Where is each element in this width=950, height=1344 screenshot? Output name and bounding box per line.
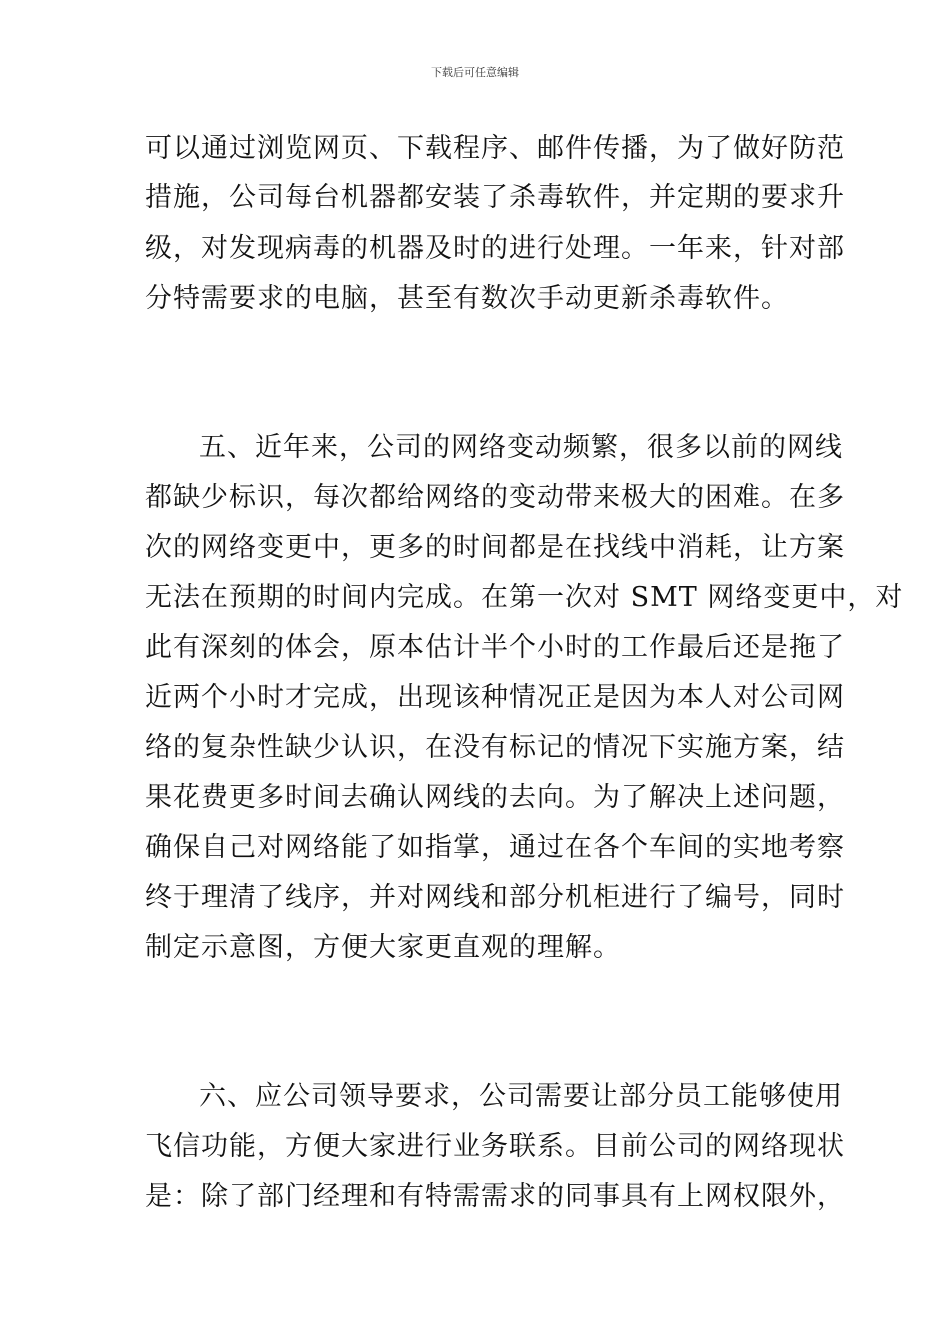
- page-header: 下载后可任意编辑: [431, 66, 519, 79]
- text-line: 无法在预期的时间内完成。在第一次对 SMT 网络变更中，对: [145, 582, 904, 613]
- text-line: 措施，公司每台机器都安装了杀毒软件，并定期的要求升: [145, 182, 845, 213]
- text-line: 可以通过浏览网页、下载程序、邮件传播，为了做好防范: [145, 133, 845, 164]
- text-line: 络的复杂性缺少认识，在没有标记的情况下实施方案，结: [145, 732, 845, 763]
- text-line: 次的网络变更中，更多的时间都是在找线中消耗，让方案: [145, 532, 845, 563]
- text-line: 终于理清了线序，并对网线和部分机柜进行了编号，同时: [145, 882, 845, 913]
- text-line: 五、近年来，公司的网络变动频繁，很多以前的网线: [199, 432, 843, 463]
- text-line: 是：除了部门经理和有特需需求的同事具有上网权限外，: [145, 1181, 845, 1212]
- text-line: 确保自己对网络能了如指掌，通过在各个车间的实地考察: [145, 832, 845, 863]
- text-line: 六、应公司领导要求，公司需要让部分员工能够使用: [199, 1081, 843, 1112]
- text-line: 飞信功能，方便大家进行业务联系。目前公司的网络现状: [145, 1131, 845, 1162]
- text-line: 分特需要求的电脑，甚至有数次手动更新杀毒软件。: [145, 283, 789, 314]
- text-line: 制定示意图，方便大家更直观的理解。: [145, 932, 621, 963]
- text-line: 近两个小时才完成，出现该种情况正是因为本人对公司网: [145, 682, 845, 713]
- text-line: 都缺少标识，每次都给网络的变动带来极大的困难。在多: [145, 482, 845, 513]
- text-line: 果花费更多时间去确认网线的去向。为了解决上述问题，: [145, 782, 845, 813]
- text-line: 级，对发现病毒的机器及时的进行处理。一年来，针对部: [145, 233, 845, 264]
- text-line: 此有深刻的体会，原本估计半个小时的工作最后还是拖了: [145, 632, 845, 663]
